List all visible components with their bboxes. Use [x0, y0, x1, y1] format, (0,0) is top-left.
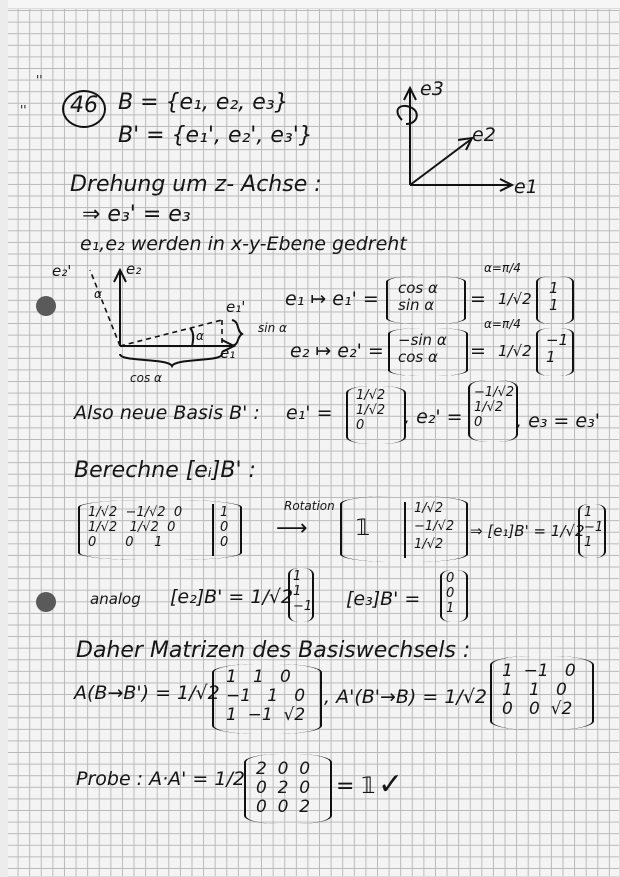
e1-prime-vector	[356, 389, 385, 434]
a-matrix	[226, 668, 305, 725]
e3-coords-row: 0	[446, 571, 455, 586]
e1-prime-label: e₁'	[226, 298, 246, 316]
e1-coords-row: −1	[584, 519, 604, 535]
e3-statement: , e₃ = e₃'	[516, 410, 600, 432]
e2-prime-row: 0	[474, 414, 483, 430]
alpha-value: α=π/4	[484, 317, 521, 331]
e2-result-row: 1	[546, 348, 556, 367]
scan-speck: ''	[36, 73, 43, 87]
e1-coords-row: 1	[584, 534, 593, 550]
e2-label: e2	[472, 124, 496, 146]
e2-prime-vector	[90, 270, 120, 346]
check-label: Probe : A·A' = 1/2	[76, 768, 245, 790]
e2-prime-row: −1/√2	[474, 385, 515, 400]
e1-mapping: e₁ ↦ e₁' =	[285, 288, 379, 310]
e1-label: e₁	[220, 344, 236, 362]
augmented-row: 1/√2 1/√2 0	[88, 519, 176, 535]
a-prime-matrix	[502, 662, 576, 719]
e2-result-row: −1	[546, 331, 569, 349]
rotation-sketch	[72, 262, 272, 372]
e1-coords-label: ⇒ [e₁]B' = 1/√2	[470, 522, 585, 540]
e2-axis	[410, 140, 470, 185]
e2-label: e₂	[126, 260, 142, 278]
e1-result-row: 1	[549, 296, 559, 315]
alpha-arc	[190, 328, 193, 346]
plane-statement: e₁,e₂ werden in x-y-Ebene gedreht	[80, 233, 407, 255]
e1-prime-row: 1/√2	[356, 402, 386, 418]
e2-prime-eq: , e₂' =	[404, 406, 463, 428]
alpha-label-1: α	[94, 287, 102, 301]
cos-brace	[120, 354, 222, 366]
result-row: 1/√2	[414, 501, 444, 516]
result-column	[414, 500, 454, 555]
eq-sign: =	[470, 288, 486, 310]
rotation-arrow-icon	[397, 106, 416, 124]
augmented-matrix-right	[220, 506, 228, 551]
frac-label: 1/√2	[498, 342, 532, 360]
a-prime-matrix-row: 1 −1 0	[502, 661, 576, 681]
basis-b-prime: B' = {e₁', e₂', e₃'}	[118, 123, 313, 148]
analog-label: analog	[90, 590, 141, 608]
e2-mapping: e₂ ↦ e₂' =	[290, 340, 384, 362]
scan-speck: ''	[20, 103, 27, 117]
e1-prime-vector	[120, 320, 222, 346]
e3-coords-label: [e₃]B' =	[346, 588, 421, 610]
augmented-row: 0	[220, 534, 229, 550]
e1-col-row: sin α	[398, 296, 435, 315]
e1-prime-row: 0	[356, 417, 365, 433]
e2-col-row: −sin α	[398, 331, 447, 349]
rotation-implication: ⇒ e₃' = e₃	[82, 202, 191, 227]
identity-symbol: 𝟙	[356, 516, 370, 541]
augmented-row: 0 0 1	[88, 534, 163, 550]
check-matrix	[256, 760, 310, 817]
augmented-divider	[212, 504, 214, 556]
e2-result	[546, 332, 568, 367]
e1-result	[549, 280, 559, 315]
sin-label: sin α	[258, 321, 287, 335]
alpha-label-2: α	[196, 329, 204, 343]
e2-prime-label: e₂'	[52, 262, 72, 280]
e3-label: e3	[420, 78, 444, 100]
e1-result-row: 1	[549, 279, 559, 297]
punch-hole-icon	[36, 296, 56, 316]
scan-left-edge	[0, 0, 8, 877]
e1-prime-row: 1/√2	[356, 388, 386, 403]
problem-number: 46	[70, 93, 98, 118]
e2-coords-label: [e₂]B' = 1/√2	[170, 586, 294, 608]
punch-hole-icon	[36, 592, 56, 612]
eq-sign: =	[470, 340, 486, 362]
check-matrix-row: 2 0 0	[256, 759, 311, 779]
sin-brace	[232, 320, 242, 346]
check-matrix-row: 0 0 2	[256, 797, 311, 818]
e3-coords	[446, 572, 454, 617]
new-basis-label: Also neue Basis B' :	[74, 402, 260, 424]
a-matrix-row: −1 1 0	[226, 686, 306, 707]
basis-b: B = {e₁, e₂, e₃}	[118, 90, 289, 115]
frac-label: 1/√2	[498, 290, 532, 308]
change-of-basis-heading: Daher Matrizen des Basiswechsels :	[76, 638, 471, 663]
augmented-row: 1/√2 −1/√2 0	[88, 505, 183, 520]
alpha-value: α=π/4	[484, 261, 521, 275]
rotation-heading: Drehung um z- Achse :	[70, 172, 322, 197]
check-result: = 𝟙	[336, 774, 376, 799]
e1-prime-eq: e₁' =	[286, 402, 333, 424]
transform-arrow-icon: ⟶	[276, 516, 308, 541]
e2-coords-row: −1	[293, 598, 313, 614]
e2-coords-row: 1	[293, 569, 302, 584]
e2-col-row: cos α	[398, 348, 438, 367]
e3-coords-row: 0	[446, 585, 455, 601]
a-matrix-row: 1 1 0	[226, 667, 291, 687]
e2-prime-vector	[474, 386, 514, 431]
reduced-divider	[404, 502, 406, 558]
e2-coords	[293, 570, 312, 615]
a-matrix-row: 1 −1 √2	[226, 705, 306, 726]
check-matrix-row: 0 2 0	[256, 778, 311, 799]
e2-coords-row: 1	[293, 583, 302, 599]
a-prime-matrix-label: , A'(B'→B) = 1/√2	[324, 686, 488, 708]
checkmark-icon: ✓	[378, 767, 404, 802]
e1-col	[398, 280, 438, 315]
a-prime-matrix-row: 0 0 √2	[502, 699, 573, 720]
a-prime-matrix-row: 1 1 0	[502, 680, 567, 701]
augmented-matrix-left	[88, 506, 182, 551]
compute-heading: Berechne [eᵢ]B' :	[74, 458, 256, 483]
augmented-row: 0	[220, 519, 229, 535]
e1-coords	[584, 506, 603, 551]
e1-label: e1	[514, 176, 538, 198]
a-matrix-label: A(B→B') = 1/√2	[74, 682, 220, 704]
result-row: 1/√2	[414, 537, 444, 553]
result-row: −1/√2	[414, 519, 455, 535]
cos-label: cos α	[130, 371, 162, 385]
e1-coords-row: 1	[584, 505, 593, 520]
rotation-annotation: Rotation	[284, 499, 335, 513]
e1-col-row: cos α	[398, 279, 438, 297]
e2-prime-row: 1/√2	[474, 399, 504, 415]
e3-coords-row: 1	[446, 600, 455, 616]
e2-col	[398, 332, 447, 367]
augmented-row: 1	[220, 505, 229, 520]
